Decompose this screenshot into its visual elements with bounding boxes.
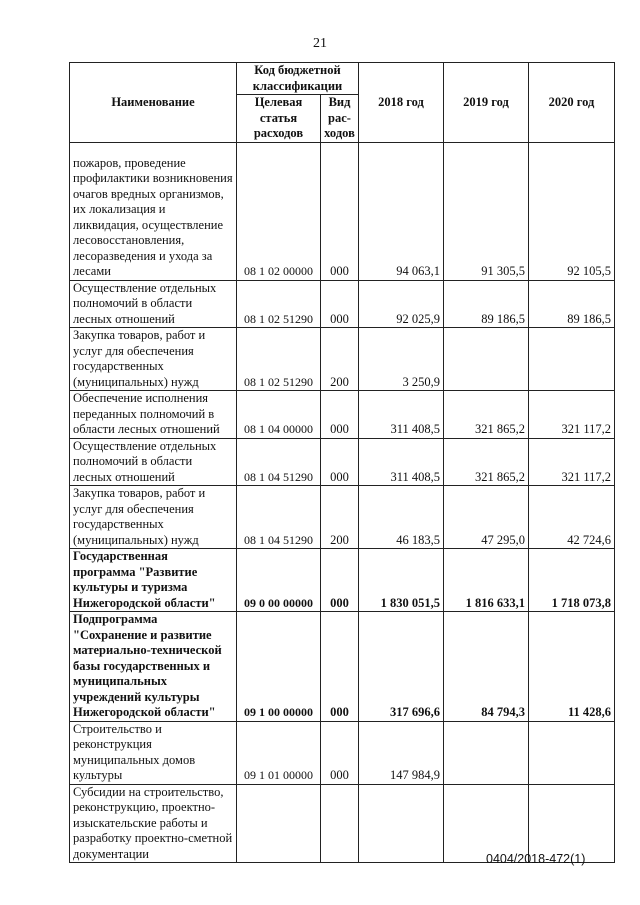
row-2020: 42 724,6: [529, 486, 615, 549]
table-header: [70, 63, 615, 143]
row-type: 000: [321, 391, 359, 439]
table-row: [70, 328, 615, 391]
row-name: Субсидии на строительство, реконструкцию, проектно-изыскательские работы и разработку проектно-сметной документации: [70, 784, 237, 863]
row-2018: 311 408,5: [359, 391, 444, 439]
row-2019: 91 305,5: [444, 142, 529, 280]
row-type: 000: [321, 142, 359, 280]
table-row: [70, 721, 615, 784]
row-code: 08 1 04 51290: [237, 486, 321, 549]
header-name: Наименование: [70, 63, 237, 143]
row-2019: 84 794,3: [444, 612, 529, 722]
row-2018: 46 183,5: [359, 486, 444, 549]
row-code: [237, 784, 321, 863]
row-code: 09 1 01 00000: [237, 721, 321, 784]
row-2020: [529, 784, 615, 863]
header-code-group: Код бюджетной классификации: [237, 63, 359, 95]
table-body: [70, 142, 615, 863]
row-2020: 321 117,2: [529, 438, 615, 486]
row-type: 000: [321, 612, 359, 722]
row-code: 08 1 02 51290: [237, 328, 321, 391]
row-2019: 321 865,2: [444, 391, 529, 439]
row-2020: 321 117,2: [529, 391, 615, 439]
row-2018: 94 063,1: [359, 142, 444, 280]
row-2018: 1 830 051,5: [359, 549, 444, 612]
row-2019: [444, 328, 529, 391]
table-row: [70, 280, 615, 328]
row-2020: 11 428,6: [529, 612, 615, 722]
row-code: 08 1 04 00000: [237, 391, 321, 439]
row-2019: 1 816 633,1: [444, 549, 529, 612]
header-2018: 2018 год: [359, 63, 444, 143]
row-name: Осуществление отдельных полномочий в области лесных отношений: [70, 438, 237, 486]
row-type: 000: [321, 549, 359, 612]
row-2018: [359, 784, 444, 863]
row-2018: 3 250,9: [359, 328, 444, 391]
row-name: Закупка товаров, работ и услуг для обеспечения государственных (муниципальных) нужд: [70, 486, 237, 549]
row-2020: [529, 721, 615, 784]
row-code: 08 1 04 51290: [237, 438, 321, 486]
header-2020: 2020 год: [529, 63, 615, 143]
row-2020: [529, 328, 615, 391]
table-row: [70, 549, 615, 612]
row-type: 000: [321, 438, 359, 486]
row-type: 000: [321, 280, 359, 328]
row-2018: 92 025,9: [359, 280, 444, 328]
row-2019: [444, 721, 529, 784]
row-2020: 89 186,5: [529, 280, 615, 328]
row-2019: [444, 784, 529, 863]
row-2019: 89 186,5: [444, 280, 529, 328]
row-code: 08 1 02 51290: [237, 280, 321, 328]
row-2018: 311 408,5: [359, 438, 444, 486]
row-2019: 47 295,0: [444, 486, 529, 549]
row-name: Обеспечение исполнения переданных полномочий в области лесных отношений: [70, 391, 237, 439]
header-type: Вид рас-ходов: [321, 95, 359, 143]
table-row: [70, 142, 615, 280]
table-row: [70, 784, 615, 863]
header-target: Целевая статья расходов: [237, 95, 321, 143]
row-2018: 317 696,6: [359, 612, 444, 722]
row-name: Государственная программа "Развитие культуры и туризма Нижегородской области": [70, 549, 237, 612]
row-2019: 321 865,2: [444, 438, 529, 486]
row-code: 09 0 00 00000: [237, 549, 321, 612]
table-row: [70, 438, 615, 486]
row-name: Закупка товаров, работ и услуг для обеспечения государственных (муниципальных) нужд: [70, 328, 237, 391]
row-type: 000: [321, 721, 359, 784]
row-2018: 147 984,9: [359, 721, 444, 784]
row-name: Подпрограмма "Сохранение и развитие материально-технической базы государственных и муниципальных учреждений культуры Нижегородской области": [70, 612, 237, 722]
row-type: [321, 784, 359, 863]
row-name: Осуществление отдельных полномочий в области лесных отношений: [70, 280, 237, 328]
row-type: 200: [321, 328, 359, 391]
budget-table: [69, 62, 615, 863]
page-number: 21: [313, 36, 327, 51]
row-2020: 1 718 073,8: [529, 549, 615, 612]
table-row: [70, 391, 615, 439]
row-type: 200: [321, 486, 359, 549]
header-2019: 2019 год: [444, 63, 529, 143]
document-code: 0404/2018-472(1): [486, 852, 586, 866]
row-2020: 92 105,5: [529, 142, 615, 280]
row-code: 08 1 02 00000: [237, 142, 321, 280]
row-name: Строительство и реконструкция муниципальных домов культуры: [70, 721, 237, 784]
row-code: 09 1 00 00000: [237, 612, 321, 722]
table-row: [70, 612, 615, 722]
row-name: пожаров, проведение профилактики возникновения очагов вредных организмов, их локализация и ликвидация, осуществление лесовосстановления, лесоразведения и ухода за лесами: [70, 142, 237, 280]
table-row: [70, 486, 615, 549]
